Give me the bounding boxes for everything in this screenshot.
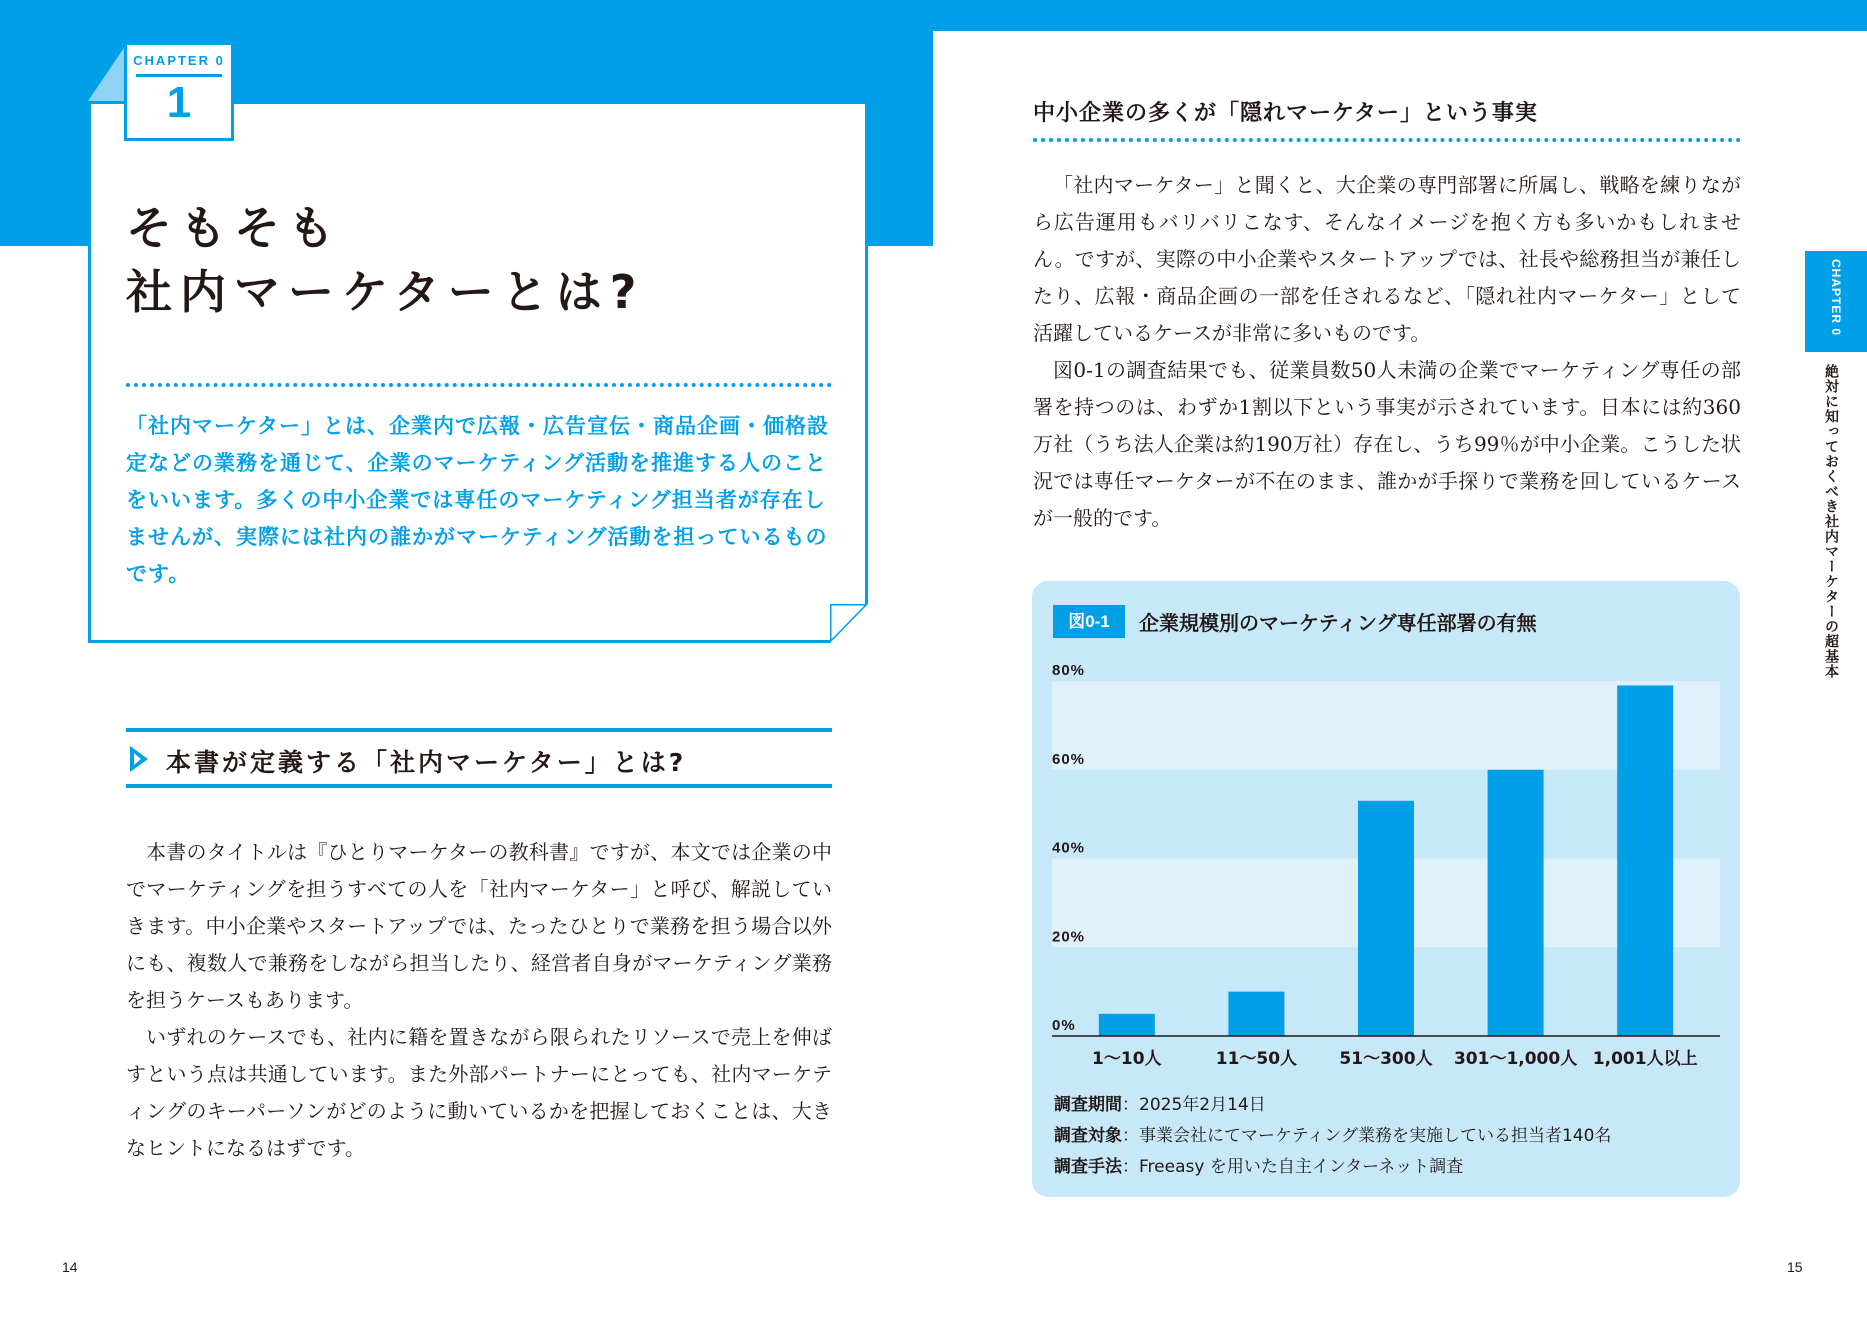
right-body-text bbox=[1033, 167, 1741, 537]
y-tick-label: 20% bbox=[1052, 928, 1086, 946]
right-body-paragraph-1: 「社内マーケター」と聞くと、大企業の専門部署に所属し、戦略を練りながら広告運用もバリバリこなす、そんなイメージを抱く方も多いかもしれません。ですが、実際の中小企業やスタートアップでは、社長や総務担当が兼任したり、広報・商品企画の一部を任されるなど、「隠れ社内マーケター」として活躍しているケースが非常に多いものです。 bbox=[1033, 173, 1741, 345]
bar bbox=[1617, 685, 1673, 1036]
chapter-box bbox=[124, 42, 234, 141]
x-tick-label: 11～50人 bbox=[1215, 1049, 1298, 1069]
side-running-caption: 絶対に知っておくべき社内マーケターの超基本 bbox=[1823, 364, 1839, 679]
x-tick-label: 1～10人 bbox=[1092, 1049, 1162, 1069]
bar bbox=[1358, 801, 1414, 1036]
survey-target-label: 調査対象 bbox=[1054, 1126, 1122, 1146]
side-chapter-tab-label: CHAPTER 0 bbox=[1829, 259, 1843, 337]
x-tick-label: 51～300人 bbox=[1339, 1049, 1433, 1069]
card-fold-top-left bbox=[88, 45, 126, 101]
right-dotted-divider bbox=[1033, 138, 1741, 142]
chapter-label: CHAPTER 0 bbox=[133, 53, 225, 68]
y-tick-label: 40% bbox=[1052, 839, 1086, 857]
left-body-paragraph-1: 本書のタイトルは『ひとりマーケターの教科書』ですが、本文では企業の中でマーケティングを担うすべての人を「社内マーケター」と呼び、解説していきます。中小企業やスタートアップでは、たったひとりで業務を担う場合以外にも、複数人で兼務をしながら担当したり、経営者自身がマーケティング業務を担うケースもあります。 bbox=[126, 840, 832, 1012]
left-body-text bbox=[126, 834, 832, 1167]
survey-period-value: ：2025年2月14日 bbox=[1122, 1095, 1266, 1115]
page-number-left: 14 bbox=[62, 1259, 78, 1275]
page-title bbox=[126, 196, 846, 324]
card-fold-bottom-right bbox=[830, 604, 868, 643]
x-tick-label: 301～1,000人 bbox=[1453, 1049, 1578, 1069]
page-title-line1: そもそも bbox=[126, 201, 342, 255]
survey-method-label: 調査手法 bbox=[1054, 1157, 1122, 1177]
page-number-right: 15 bbox=[1787, 1259, 1803, 1275]
bar bbox=[1228, 992, 1284, 1036]
figure-box bbox=[1032, 581, 1740, 1197]
y-tick-label: 80% bbox=[1052, 662, 1086, 679]
intro-text: 「社内マーケター」とは、企業内で広報・広告宣伝・商品企画・価格設定などの業務を通じて、企業のマーケティング活動を推進する人のことをいいます。多くの中小企業では専任のマーケティング担当者が存在しませんが、実際には社内の誰かがマーケティング活動を担っているものです。 bbox=[126, 414, 829, 586]
y-tick-label: 60% bbox=[1052, 750, 1086, 768]
section-heading bbox=[126, 728, 832, 788]
right-heading: 中小企業の多くが「隠れマーケター」という事実 bbox=[1033, 101, 1538, 126]
section-number: 1 bbox=[166, 78, 192, 127]
y-tick-label: 0% bbox=[1052, 1017, 1076, 1034]
x-tick-label: 1,001人以上 bbox=[1592, 1049, 1698, 1069]
right-body-paragraph-2: 図0-1の調査結果でも、従業員数50人未満の企業でマーケティング専任の部署を持つのは、わずか1割以下という事実が示されています。日本には約360万社（うち法人企業は約190万社）存在し、うち99％が中小企業。こうした状況では専任マーケターが不在のまま、誰かが手探りで業務を回しているケースが一般的です。 bbox=[1033, 358, 1741, 530]
bar bbox=[1488, 770, 1544, 1036]
left-body-paragraph-2: いずれのケースでも、社内に籍を置きながら限られたリソースで売上を伸ばすという点は共通しています。また外部パートナーにとっても、社内マーケティングのキーパーソンがどのように動いているかを把握しておくことは、大きなヒントになるはずです。 bbox=[126, 1025, 832, 1160]
survey-target bbox=[1054, 1121, 1611, 1146]
figure-tag: 図0-1 bbox=[1053, 605, 1125, 638]
bar bbox=[1099, 1014, 1155, 1036]
triangle-bullet-inner bbox=[134, 753, 141, 765]
survey-method bbox=[1054, 1152, 1463, 1177]
bar-chart bbox=[1032, 581, 1740, 1081]
section-heading-text: 本書が定義する「社内マーケター」とは? bbox=[166, 748, 687, 777]
survey-period bbox=[1054, 1090, 1266, 1115]
survey-period-label: 調査期間 bbox=[1054, 1095, 1122, 1115]
survey-method-value: ：Freeasy を用いた自主インターネット調査 bbox=[1122, 1157, 1464, 1177]
figure-title: 企業規模別のマーケティング専任部署の有無 bbox=[1139, 611, 1537, 635]
page-title-line2: 社内マーケターとは? bbox=[126, 265, 645, 319]
survey-target-value: ：事業会社にてマーケティング業務を実施している担当者140名 bbox=[1122, 1126, 1612, 1146]
side-chapter-tab bbox=[1805, 251, 1867, 352]
dotted-divider bbox=[126, 383, 832, 387]
